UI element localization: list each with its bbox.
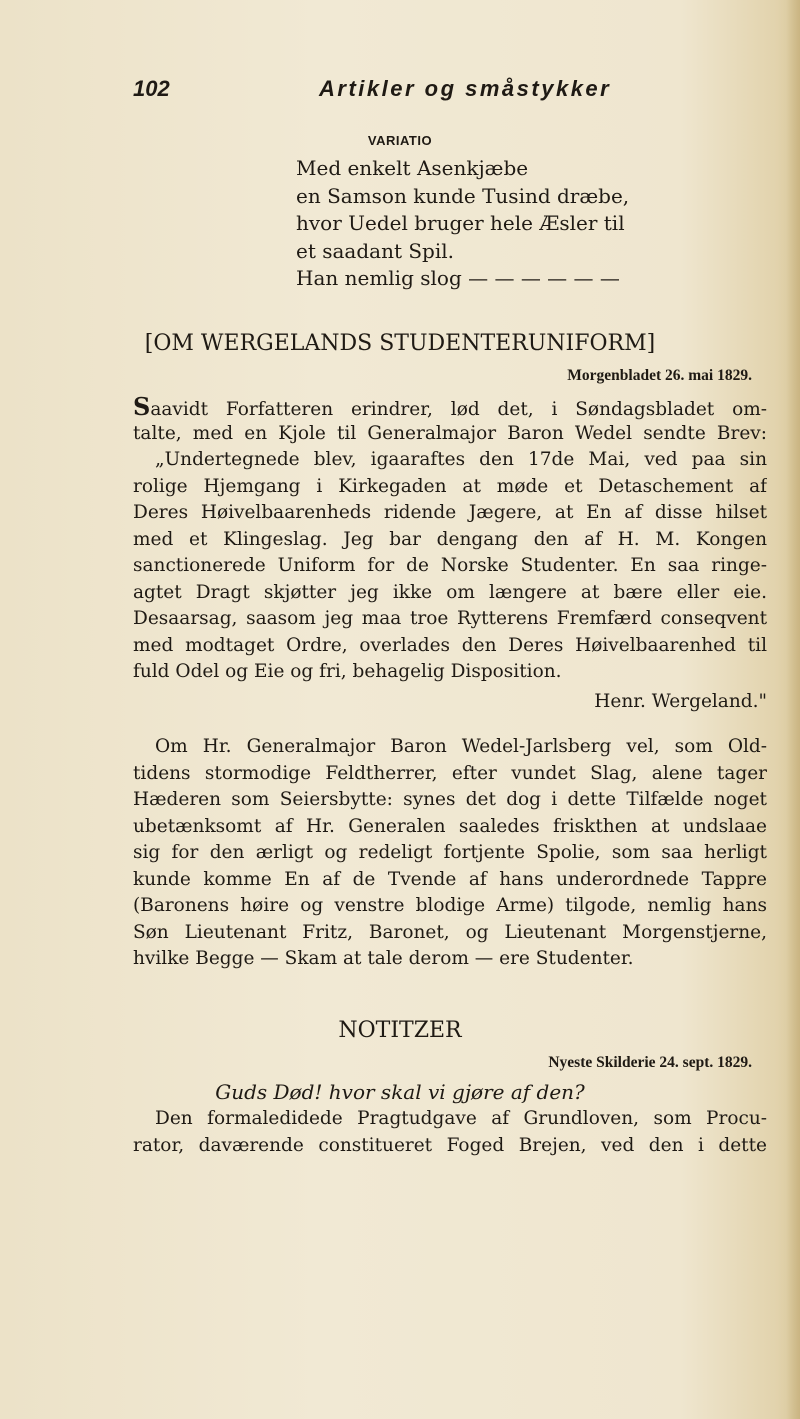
section-title-studenteruniform: [OM WERGELANDS STUDENTERUNIFORM] [144,331,656,356]
prose-line: ubetænksomt af Hr. Generalen saaledes friskthen at undslaae [133,815,767,837]
prose-line: rator, daværende constitueret Foged Brejen, ved den i dette [133,1134,767,1156]
section-title-notitzer: NOTITZER [338,1018,462,1043]
letter-paragraph [133,394,767,715]
page-number: 102 [133,76,170,101]
notice-subheading: Guds Død! hvor skal vi gjøre af den? [215,1080,585,1104]
prose-line: Hæderen som Seiersbytte: synes det dog i dette Tilfælde noget [133,789,767,810]
verse-line: en Samson kunde Tusind dræbe, [296,183,630,208]
prose-line: kunde komme En af de Tvende af hans underordnede Tappre [133,868,767,890]
source-morgenbladet: Morgenbladet 26. mai 1829. [567,367,752,384]
variatio-heading: VARIATIO [367,133,433,148]
drop-cap: S [133,394,151,421]
prose-line: Om Hr. Generalmajor Baron Wedel-Jarlsberg vel, som Old- [155,736,767,757]
prose-line: med modtaget Ordre, overlades den Deres Høivelbaarenhed til [133,634,767,656]
prose-line: agtet Dragt skjøtter jeg ikke om længere at bære eller eie. [133,581,767,603]
running-title: Artikler og småstykker [319,76,612,101]
prose-line: fuld Odel og Eie og fri, behagelig Disposition. [133,661,562,682]
variatio-verse [296,155,716,293]
prose-line: sig for den ærligt og redeligt fortjente Spolie, som saa herligt [133,842,767,863]
prose-line: tidens stormodige Feldtherrer, efter vundet Slag, alene tager [133,762,767,784]
prose-line: Søn Lieutenant Fritz, Baronet, og Lieutenant Morgenstjerne, [133,921,767,943]
prose-line: hvilke Begge — Skam at tale derom — ere Studenter. [133,948,634,969]
verse-line: et saadant Spil. [296,238,454,263]
verse-line: hvor Uedel bruger hele Æsler til [296,211,625,235]
prose-line: Desaarsag, saasom jeg maa troe Rytterens Fremfærd conseqvent [133,608,767,629]
verse-line: Han nemlig slog — — — — — — [296,266,620,290]
prose-line: Den formaledidede Pragtudgave af Grundloven, som Procu- [155,1108,767,1129]
prose-line: (Baronens høire og venstre blodige Arme) tilgode, nemlig hans [133,895,767,916]
signature: Henr. Wergeland." [594,690,767,712]
page-edge-shadow [786,0,800,1419]
prose-line: talte, med en Kjole til Generalmajor Baron Wedel sendte Brev: [133,422,767,444]
commentary-paragraph [133,734,767,973]
source-nyeste-skilderie: Nyeste Skilderie 24. sept. 1829. [548,1054,752,1071]
verse-line: Med enkelt Asenkjæbe [296,156,529,180]
prose-line: Deres Høivelbaarenheds ridende Jægere, at En af disse hilset [133,502,767,523]
prose-line: „Undertegnede blev, igaaraftes den 17de Mai, ved paa sin [155,449,767,470]
notice-paragraph [133,1106,767,1159]
running-head [133,76,773,110]
prose-line: Saavidt Forfatteren erindrer, lød det, i Søndagsbladet om- [133,394,767,421]
prose-line: sanctionerede Uniform for de Norske Studenter. En saa ringe- [133,555,767,576]
prose-line: med et Klingeslag. Jeg bar dengang den af H. M. Kongen [133,528,767,550]
prose-line: rolige Hjemgang i Kirkegaden at møde et Detaschement af [133,475,767,497]
